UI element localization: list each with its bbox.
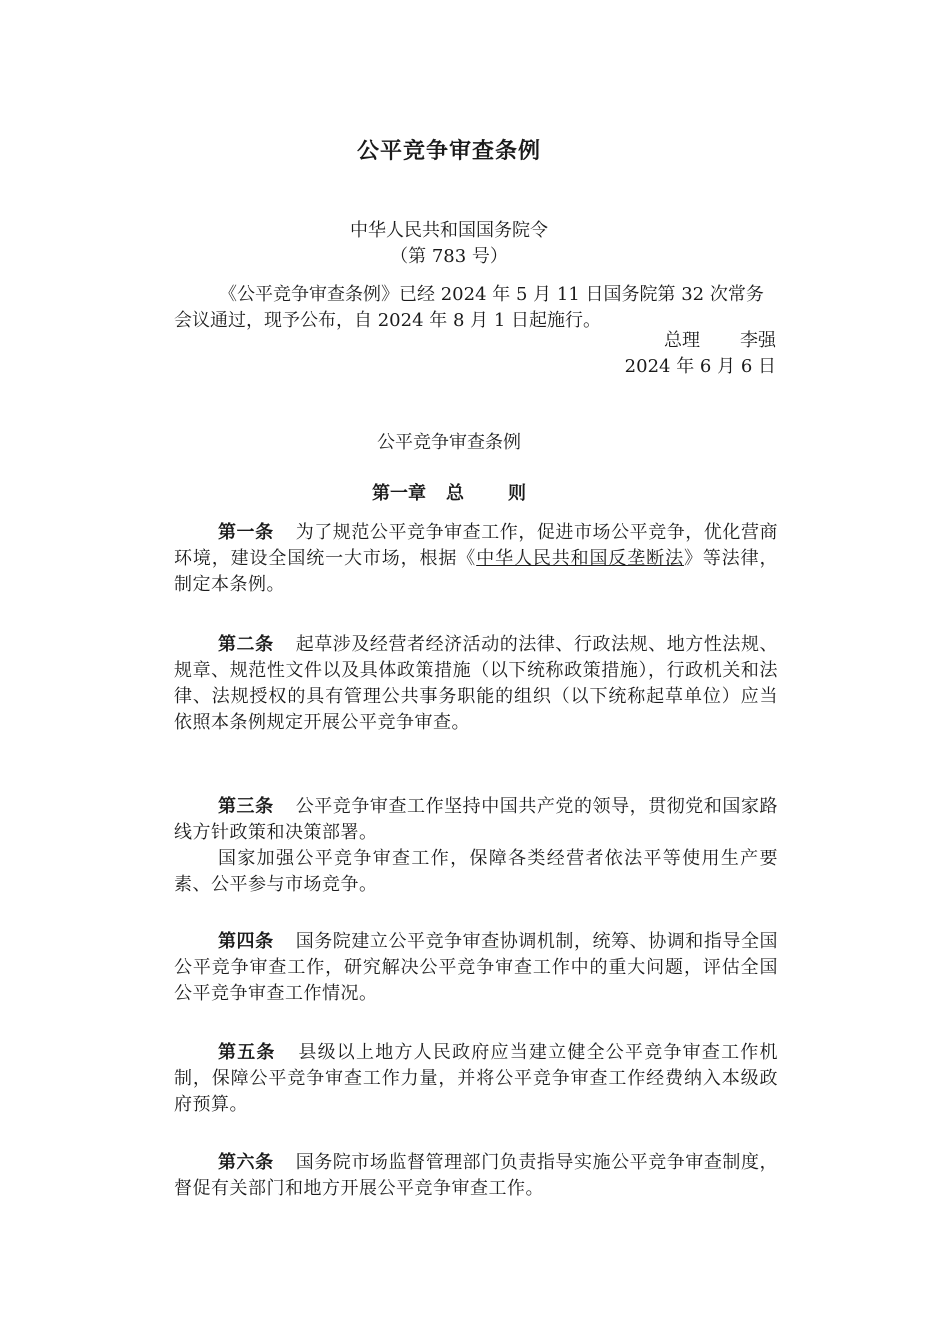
article-text-end: 》等法律，制定本条例。 bbox=[174, 548, 779, 595]
document-title: 公平竞争审查条例 bbox=[356, 139, 541, 164]
article-paragraph-2: 国家加强公平竞争审查工作，保障各类经营者依法平等使用生产要素、公平参与市场竞争。 bbox=[174, 848, 778, 895]
article-4 bbox=[174, 929, 778, 1007]
article-paragraph bbox=[174, 632, 778, 736]
article-paragraph bbox=[174, 1040, 778, 1118]
article-3 bbox=[174, 794, 778, 898]
article-6 bbox=[174, 1150, 778, 1202]
article-2 bbox=[174, 632, 778, 736]
law-link[interactable]: 中华人民共和国反垄断法 bbox=[476, 548, 684, 569]
article-5 bbox=[174, 1040, 778, 1118]
article-number: 第三条 bbox=[218, 796, 274, 817]
article-paragraph bbox=[174, 1150, 778, 1202]
signer-title: 总理 bbox=[664, 330, 700, 351]
chapter-name-part1: 总 bbox=[446, 483, 464, 504]
signature-block bbox=[625, 328, 776, 380]
chapter-name-part2: 则 bbox=[508, 483, 526, 504]
decree-number: （第 783 号） bbox=[390, 246, 508, 267]
chapter-heading bbox=[174, 479, 724, 505]
article-paragraph bbox=[174, 520, 778, 598]
sign-date: 2024 年 6 月 6 日 bbox=[624, 356, 776, 377]
chapter-number: 第一章 bbox=[372, 483, 426, 504]
article-text: 起草涉及经营者经济活动的法律、行政法规、地方性法规、规章、规范性文件以及具体政策措施（以下统称政策措施），行政机关和法律、法规授权的具有管理公共事务职能的组织（以下统称起草单位）应当依照本条例规定开展公平竞争审查。 bbox=[174, 634, 778, 733]
decree-header bbox=[174, 218, 724, 270]
article-number: 第二条 bbox=[218, 634, 274, 655]
signer-name: 李强 bbox=[740, 330, 776, 351]
article-text: 国务院建立公平竞争审查协调机制，统筹、协调和指导全国公平竞争审查工作，研究解决公平竞争审查工作中的重大问题，评估全国公平竞争审查工作情况。 bbox=[174, 931, 778, 1004]
article-text: 国务院市场监督管理部门负责指导实施公平竞争审查制度，督促有关部门和地方开展公平竞争审查工作。 bbox=[174, 1152, 778, 1199]
article-text: 县级以上地方人民政府应当建立健全公平竞争审查工作机制，保障公平竞争审查工作力量，并将公平竞争审查工作经费纳入本级政府预算。 bbox=[174, 1042, 779, 1115]
article-paragraph bbox=[174, 794, 778, 846]
decree-issuer: 中华人民共和国国务院令 bbox=[350, 220, 548, 241]
signer-line bbox=[625, 328, 776, 354]
article-text: 公平竞争审查工作坚持中国共产党的领导，贯彻党和国家路线方针政策和决策部署。 bbox=[174, 796, 778, 843]
promulgation-text: 《公平竞争审查条例》已经 2024 年 5 月 11 日国务院第 32 次常务会议通过，现予公布，自 2024 年 8 月 1 日起施行。 bbox=[174, 284, 764, 331]
article-paragraph bbox=[174, 929, 778, 1007]
regulation-title: 公平竞争审查条例 bbox=[377, 432, 521, 453]
article-number: 第四条 bbox=[218, 931, 274, 952]
article-number: 第一条 bbox=[218, 522, 274, 543]
article-1 bbox=[174, 520, 778, 598]
article-number: 第五条 bbox=[218, 1042, 276, 1063]
article-number: 第六条 bbox=[218, 1152, 274, 1173]
article-text: 为了规范公平竞争审查工作，促进市场公平竞争，优化营商环境，建设全国统一大市场，根据《 bbox=[174, 522, 778, 569]
